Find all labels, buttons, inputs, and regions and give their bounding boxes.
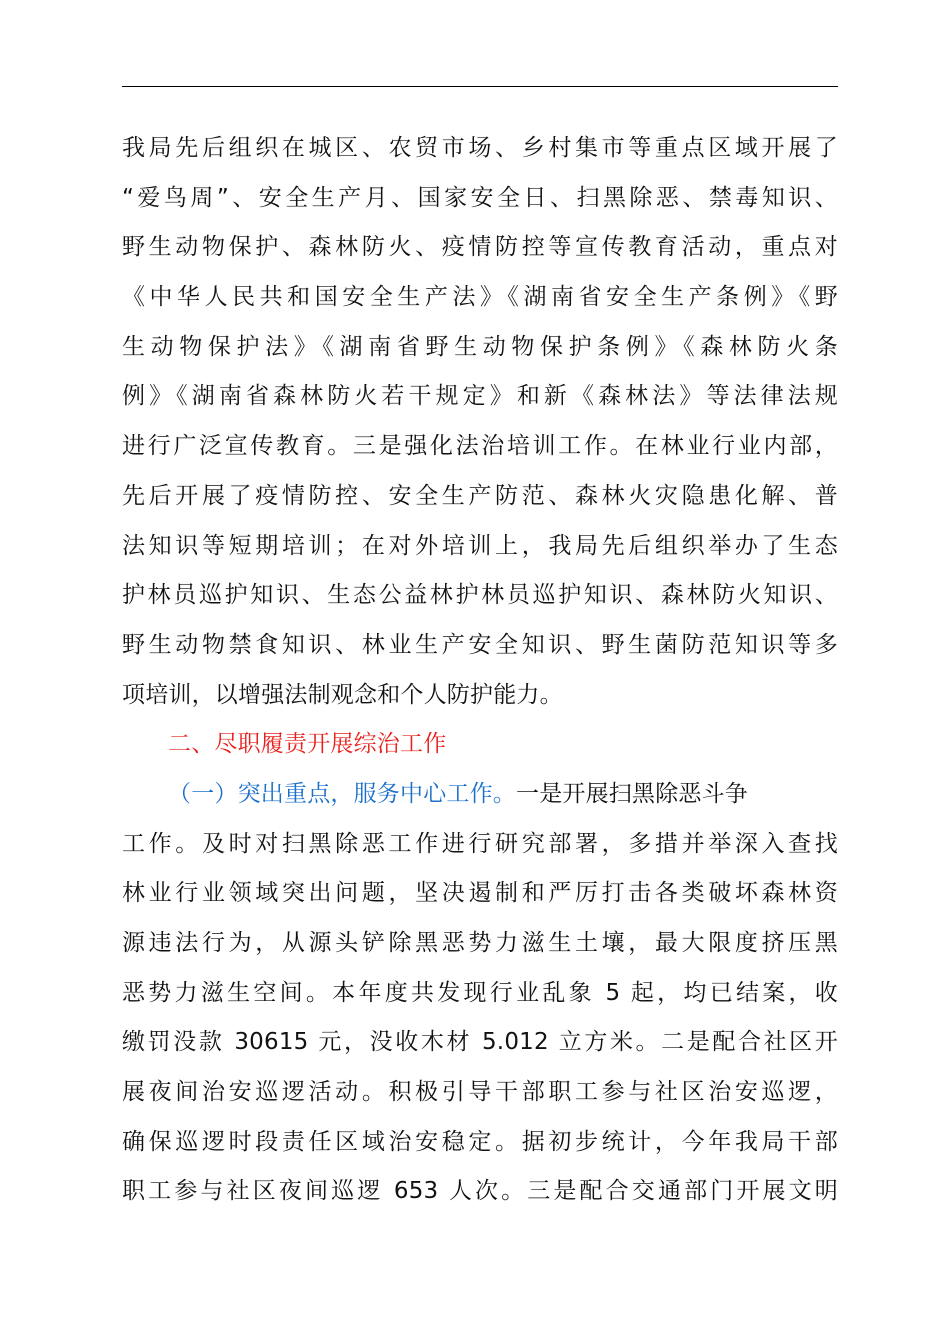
paragraph-line: 法知识等短期培训；在对外培训上，我局先后组织举办了生态 bbox=[122, 532, 838, 559]
paragraph-line: 野生动物禁食知识、林业生产安全知识、野生菌防范知识等多 bbox=[122, 631, 838, 658]
subsection-first-line-text: 一是开展扫黑除恶斗争 bbox=[516, 780, 748, 807]
paragraph-line: 工作。及时对扫黑除恶工作进行研究部署，多措并举深入查找 bbox=[122, 830, 838, 857]
paragraph-line: 进行广泛宣传教育。三是强化法治培训工作。在林业行业内部， bbox=[122, 433, 838, 460]
paragraph-line: 护林员巡护知识、生态公益林护林员巡护知识、森林防火知识、 bbox=[122, 582, 838, 609]
section-heading: 二、尽职履责开展综治工作 bbox=[168, 731, 447, 758]
subsection-first-line bbox=[122, 770, 842, 820]
paragraph-line: 例》《湖南省森林防火若干规定》和新《森林法》等法律法规 bbox=[122, 383, 838, 410]
paragraph-line: 项培训，以增强法制观念和个人防护能力。 bbox=[122, 681, 563, 708]
header-rule bbox=[122, 86, 838, 87]
paragraph-line: 缴罚没款 30615 元，没收木材 5.012 立方米。二是配合社区开 bbox=[122, 1029, 838, 1056]
paragraph-line: “爱鸟周”、安全生产月、国家安全日、扫黑除恶、禁毒知识、 bbox=[122, 184, 838, 211]
paragraph-line: 我局先后组织在城区、农贸市场、乡村集市等重点区域开展了 bbox=[122, 135, 838, 161]
subsection-heading: （一）突出重点，服务中心工作。 bbox=[168, 780, 516, 807]
paragraph-line: 生动物保护法》《湖南省野生动物保护条例》《森林防火条 bbox=[122, 333, 838, 360]
paragraph-line: 源违法行为，从源头铲除黑恶势力滋生土壤，最大限度挤压黑 bbox=[122, 930, 838, 956]
paragraph-line: 展夜间治安巡逻活动。积极引导干部职工参与社区治安巡逻， bbox=[122, 1079, 838, 1106]
paragraph-line: 野生动物保护、森林防火、疫情防控等宣传教育活动，重点对 bbox=[122, 234, 838, 261]
paragraph-line: 先后开展了疫情防控、安全生产防范、森林火灾隐患化解、普 bbox=[122, 482, 838, 509]
paragraph-line: 恶势力滋生空间。本年度共发现行业乱象 5 起，均已结案，收 bbox=[122, 979, 838, 1006]
paragraph-line: 林业行业领域突出问题，坚决遏制和严厉打击各类破坏森林资 bbox=[122, 880, 838, 907]
paragraph-line: 《中华人民共和国安全生产法》《湖南省安全生产条例》《野 bbox=[122, 284, 838, 311]
paragraph-line: 职工参与社区夜间巡逻 653 人次。三是配合交通部门开展文明 bbox=[122, 1178, 838, 1205]
paragraph-line: 确保巡逻时段责任区域治安稳定。据初步统计，今年我局干部 bbox=[122, 1128, 838, 1155]
document-body bbox=[122, 124, 842, 1217]
